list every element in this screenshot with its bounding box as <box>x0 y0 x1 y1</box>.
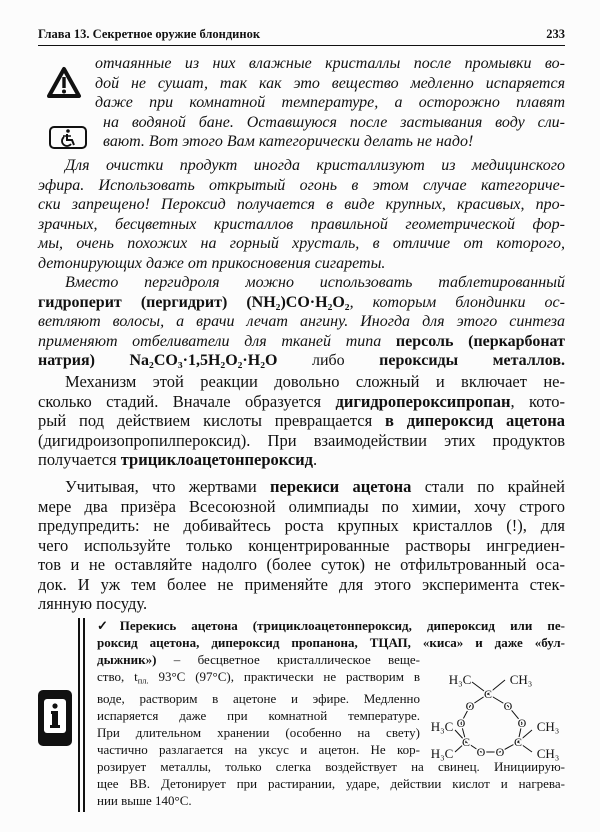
infobox-rule <box>83 618 85 812</box>
text-line <box>97 724 420 741</box>
text-run: либо <box>277 352 380 369</box>
text-line <box>97 651 420 668</box>
text-run: чего используйте только концентрированные растворы ингредиен- <box>38 535 565 555</box>
text-run: нии выше 140°C. <box>97 793 192 809</box>
text-line <box>38 555 565 575</box>
carbon-atom: C <box>483 687 493 701</box>
text-run: дыжник») <box>97 652 157 668</box>
oxygen-atom: O <box>476 745 486 759</box>
methyl-label: CH₃ <box>509 672 533 687</box>
text-run: рый под действием кислоты превращается <box>38 411 386 430</box>
carbon-atom: C <box>513 735 523 749</box>
text-line <box>97 634 565 651</box>
text-run: детонирующих даже от прикосновения сигареты. <box>38 254 386 272</box>
oxygen-atom: O <box>495 745 505 759</box>
text-run: испаряется даже при комнатной температуре. <box>97 708 420 723</box>
running-header <box>38 27 565 46</box>
chapter-title: Глава 13. Секретное оружие блондинок <box>38 27 261 41</box>
methyl-label: CH₃ <box>536 719 560 734</box>
text-run: Механизм этой реакции довольно сложный и включает не- <box>65 372 565 391</box>
text-line <box>38 254 565 274</box>
text-line <box>38 293 565 313</box>
text-run: ✓Перекись ацетона (трициклоацетонпероксид, дипероксид или пе- <box>97 618 565 633</box>
text-run: гидроперит (пергидрит) (NH₂)CO·H₂O₂ <box>38 293 350 311</box>
text-run: зрачных, бесцветных кристаллов правильной геометрической фор- <box>38 215 565 233</box>
purification-paragraph <box>38 156 565 273</box>
text-run: дой не сушат, так как это вещество медленно испаряется <box>95 74 565 92</box>
warning-icon <box>46 66 82 100</box>
text-line <box>95 93 565 113</box>
text-run: стали по крайней <box>411 477 565 496</box>
text-run: дигидропероксипропан <box>335 391 511 411</box>
text-run: трициклоацетонпероксид <box>120 450 314 469</box>
info-icon <box>38 690 72 746</box>
text-line <box>38 312 565 332</box>
text-run: При длительном хранении (особенно на свету) <box>97 725 420 741</box>
methyl-label: H₃C <box>430 719 454 734</box>
text-line <box>38 536 565 556</box>
text-run: пл. <box>137 675 149 686</box>
text-line <box>38 575 565 595</box>
text-run: применяют отбеливатели для тканей типа <box>38 332 396 350</box>
text-run: тов и не оставляйте надолго (более суток) не отфильтрованный оса- <box>38 555 565 574</box>
text-run: частично разлагается на уксус и ацетон. Не кор- <box>97 742 420 758</box>
text-run: натрия) Na₂CO₃·1,5H₂O₂·H₂O <box>38 352 278 369</box>
text-run: Вместо пергидроля можно использовать таблетированный <box>65 274 565 291</box>
text-run: 93°C (97°C), практически не растворим в <box>148 669 420 685</box>
text-line <box>97 690 420 707</box>
oxygen-atom: O <box>456 716 466 730</box>
text-run: получается <box>38 450 121 469</box>
text-line <box>38 477 565 497</box>
carbon-atom: C <box>461 735 471 749</box>
text-line <box>38 273 565 293</box>
text-run: роксид ацетона, дипероксид пропанона, ТЦАП, «киса» и даже «бул- <box>97 635 565 651</box>
text-run: персоль (перкарбонат <box>395 332 566 350</box>
text-run: Учитывая, что жертвами <box>65 477 270 496</box>
text-line <box>103 113 565 133</box>
text-run: перекиси ацетона <box>270 477 412 496</box>
wheelchair-icon <box>48 125 88 151</box>
text-line <box>38 234 565 254</box>
text-run: даже при комнатной температуре, а осторожно плавят <box>95 94 565 111</box>
infobox-rule <box>78 618 80 812</box>
text-run: . <box>313 450 318 469</box>
text-line <box>38 392 565 412</box>
text-line <box>38 195 565 215</box>
methyl-label: H₃C <box>448 672 472 687</box>
text-line <box>38 411 565 431</box>
text-run: ветляют волосы, а врачи лечат ангину. Иногда для этого синтеза <box>38 313 565 330</box>
page-number: 233 <box>546 27 565 41</box>
text-run: щее ВВ. Детонирует при растирании, ударе, действии кислот и нагрева- <box>97 776 565 792</box>
text-run: ство, t <box>97 669 138 685</box>
text-line <box>95 74 565 94</box>
text-run: , которым блондинки ос- <box>349 293 565 311</box>
text-line <box>38 431 565 451</box>
text-run: , кото- <box>510 391 565 411</box>
text-run: предупредить: не добивайтесь роста крупных кристаллов (!), для <box>38 516 565 535</box>
text-line <box>95 54 565 74</box>
text-line <box>38 156 565 176</box>
text-run: в дипероксид ацетона <box>385 411 565 430</box>
text-run: (дигидроизопропилпероксид). При взаимодействии этих продуктов <box>38 430 565 450</box>
text-line <box>97 741 420 758</box>
text-line <box>38 372 565 392</box>
text-run: мере два призёра Всесоюзной олимпиады по химии, хочу строго <box>38 496 565 516</box>
text-line <box>97 775 565 792</box>
warning-paragraph <box>95 54 565 152</box>
text-run: на водяной бане. Оставшуюся после застывания воду сли- <box>103 113 565 131</box>
text-run: – бесцветное кристаллическое веще- <box>156 652 420 668</box>
text-run: сколько стадий. Вначале образуется <box>38 391 336 411</box>
methyl-label: H₃C <box>430 746 454 761</box>
caution-paragraph <box>38 477 565 614</box>
mechanism-paragraph <box>38 372 565 470</box>
text-run: пероксиды металлов. <box>379 352 566 369</box>
text-run: док. И уж тем более не применяйте для этого эксперимента стек- <box>38 574 565 594</box>
oxygen-atom: O <box>517 716 527 730</box>
text-line <box>38 215 565 235</box>
tatp-structure-diagram <box>425 660 570 770</box>
text-line <box>97 792 565 809</box>
text-run: отчаянные из них влажные кристаллы после промывки во- <box>95 55 565 72</box>
text-run: лянную посуду. <box>38 594 148 613</box>
text-run: мы, очень похожих на горный хрусталь, в отличие от которого, <box>38 235 565 252</box>
oxygen-atom: O <box>465 699 475 713</box>
text-line <box>38 516 565 536</box>
text-line <box>38 176 565 196</box>
text-line <box>38 497 565 517</box>
text-run: Для очистки продукт иногда кристаллизуют из медицинского <box>65 157 565 174</box>
text-run: эфира. Использовать открытый огонь в этом случае категориче- <box>38 176 565 194</box>
oxygen-atom: O <box>503 699 513 713</box>
text-line <box>38 332 565 352</box>
hydroperite-paragraph <box>38 273 565 371</box>
text-line <box>97 707 420 724</box>
text-line <box>38 450 565 470</box>
text-run: вают. Вот этого Вам категорически делать не надо! <box>103 133 474 150</box>
text-run: розирует металлы, только слегка воздействует на свинец. Инициирую- <box>97 759 565 775</box>
text-run: воде, растворим в ацетоне и эфире. Медленно <box>97 690 420 706</box>
methyl-label: CH₃ <box>536 746 560 761</box>
text-line <box>97 617 565 634</box>
text-line <box>38 594 565 614</box>
text-run: ски запрещено! Пероксид получается в виде крупных, красивых, про- <box>38 196 565 213</box>
text-line <box>38 351 565 371</box>
text-line <box>103 132 565 152</box>
text-line <box>97 668 420 690</box>
